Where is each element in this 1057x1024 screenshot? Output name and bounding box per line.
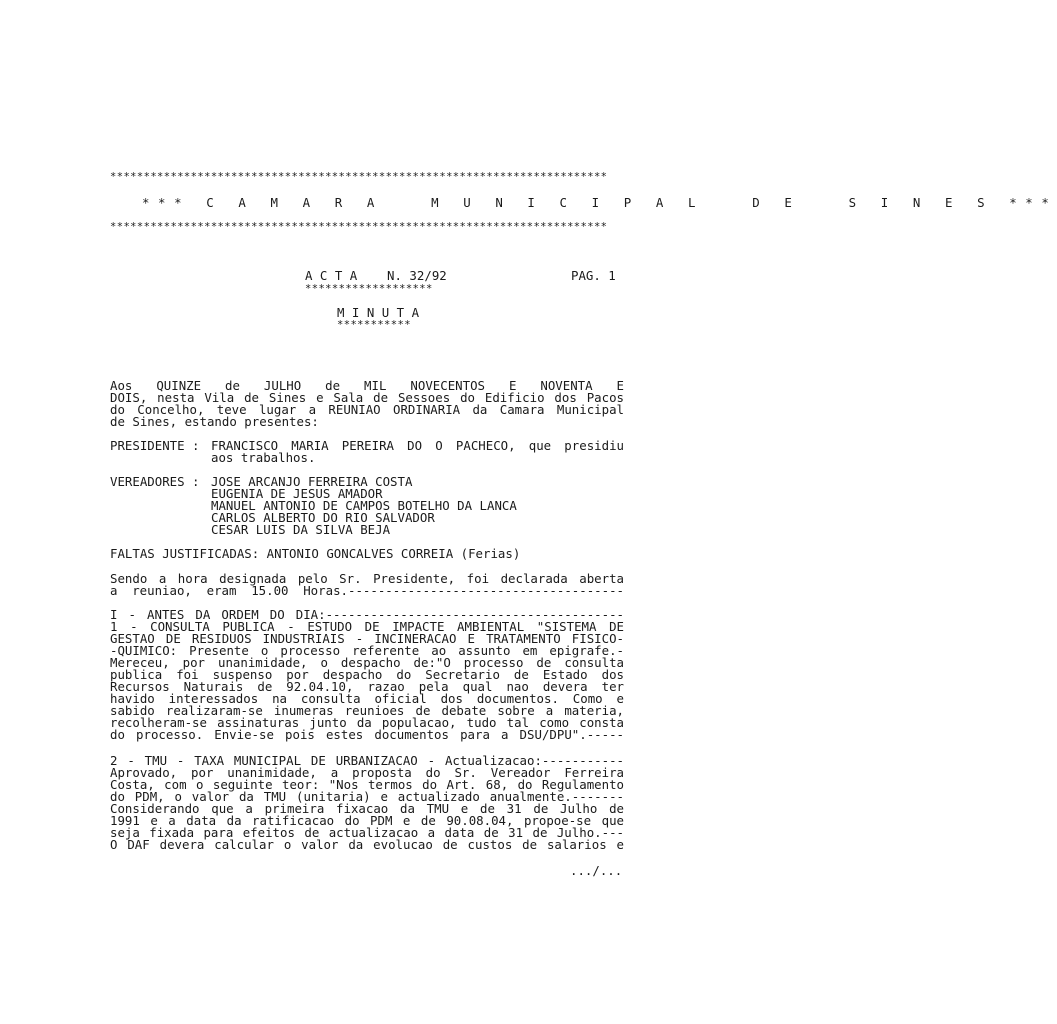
intro-line: Aos QUINZE de JULHO de MIL NOVECENTOS E NOVENTA E [110, 378, 624, 393]
presidente-note: aos trabalhos. [211, 450, 316, 465]
presidente-name: FRANCISCO MARIA PEREIRA DO O PACHECO, que presidiu [211, 438, 624, 453]
intro-line: do Concelho, teve lugar a REUNIAO ORDINARIA da Camara Municipal [110, 402, 624, 417]
abertura-line: a reuniao, eram 15.00 Horas.------------------------------------- [110, 583, 624, 598]
vereador-name: CESAR LUIS DA SILVA BEJA [211, 522, 391, 537]
acta-number: A C T A N. 32/92 [305, 268, 447, 283]
faltas-justificadas: FALTAS JUSTIFICADAS: ANTONIO GONCALVES CORREIA (Ferias) [110, 546, 521, 561]
item2-line: 1991 e a data da ratificacao do PDM e de 90.08.04, propoe-se que [110, 813, 624, 828]
minuta-title: M I N U T A [337, 305, 420, 320]
presidente-label: PRESIDENTE : [110, 438, 200, 453]
continuation-marker: .../... [570, 863, 623, 878]
item1-line: 1 - CONSULTA PUBLICA - ESTUDO DE IMPACTE AMBIENTAL "SISTEMA DE [110, 619, 624, 634]
intro-line: DOIS, nesta Vila de Sines e Sala de Sessoes do Edificio dos Pacos [110, 390, 624, 405]
item1-line: Recursos Naturais de 92.04.10, razao pela qual nao devera ter [110, 679, 624, 694]
item1-line: -QUIMICO: Presente o processo referente ao assunto em epigrafe.- [110, 643, 624, 658]
abertura-line: Sendo a hora designada pelo Sr. Presidente, foi declarada aberta [110, 571, 624, 586]
item2-line: do PDM, o valor da TMU (unitaria) e actualizado anualmente.------- [110, 789, 624, 804]
page-number: PAG. 1 [571, 268, 616, 283]
header-stars-top: ************************************************************************** [110, 171, 608, 183]
vereador-name: JOSE ARCANJO FERREIRA COSTA [211, 474, 413, 489]
header-title: *** C A M A R A M U N I C I P A L D E S I N E S *** [142, 195, 1057, 210]
item1-line: sabido realizaram-se inumeras reunioes de debate sobre a materia, [110, 703, 624, 718]
intro-line: de Sines, estando presentes: [110, 414, 319, 429]
item1-line: Mereceu, por unanimidade, o despacho de:"O processo de consulta [110, 655, 624, 670]
minuta-underline: *********** [337, 319, 411, 331]
item1-line: GESTAO DE RESIDUOS INDUSTRIAIS - INCINERACAO E TRATAMENTO FISICO- [110, 631, 624, 646]
item2-line: 2 - TMU - TAXA MUNICIPAL DE URBANIZACAO - Actualizacao:----------- [110, 753, 624, 768]
vereadores-label: VEREADORES : [110, 474, 200, 489]
item1-line: recolheram-se assinaturas junto da populacao, tudo tal como consta [110, 715, 624, 730]
item2-line: seja fixada para efeitos de actualizacao a data de 31 de Julho.--- [110, 825, 624, 840]
vereador-name: EUGENIA DE JESUS AMADOR [211, 486, 383, 501]
item2-line: Costa, com o seguinte teor: "Nos termos do Art. 68, do Regulamento [110, 777, 624, 792]
vereador-name: MANUEL ANTONIO DE CAMPOS BOTELHO DA LANCA [211, 498, 517, 513]
item2-line: O DAF devera calcular o valor da evolucao de custos de salarios e [110, 837, 624, 852]
item1-line: havido interessados na consulta oficial dos documentos. Como e [110, 691, 624, 706]
item1-line: I - ANTES DA ORDEM DO DIA:---------------------------------------- [110, 607, 624, 622]
item2-line: Considerando que a primeira fixacao da TMU e de 31 de Julho de [110, 801, 624, 816]
item1-line: publica foi suspenso por despacho do Secretario de Estado dos [110, 667, 624, 682]
item2-line: Aprovado, por unanimidade, a proposta do Sr. Vereador Ferreira [110, 765, 624, 780]
acta-underline: ******************* [305, 283, 433, 295]
vereador-name: CARLOS ALBERTO DO RIO SALVADOR [211, 510, 435, 525]
header-stars-bottom: ************************************************************************** [110, 221, 608, 233]
item1-line: do processo. Envie-se pois estes documentos para a DSU/DPU".----- [110, 727, 624, 742]
